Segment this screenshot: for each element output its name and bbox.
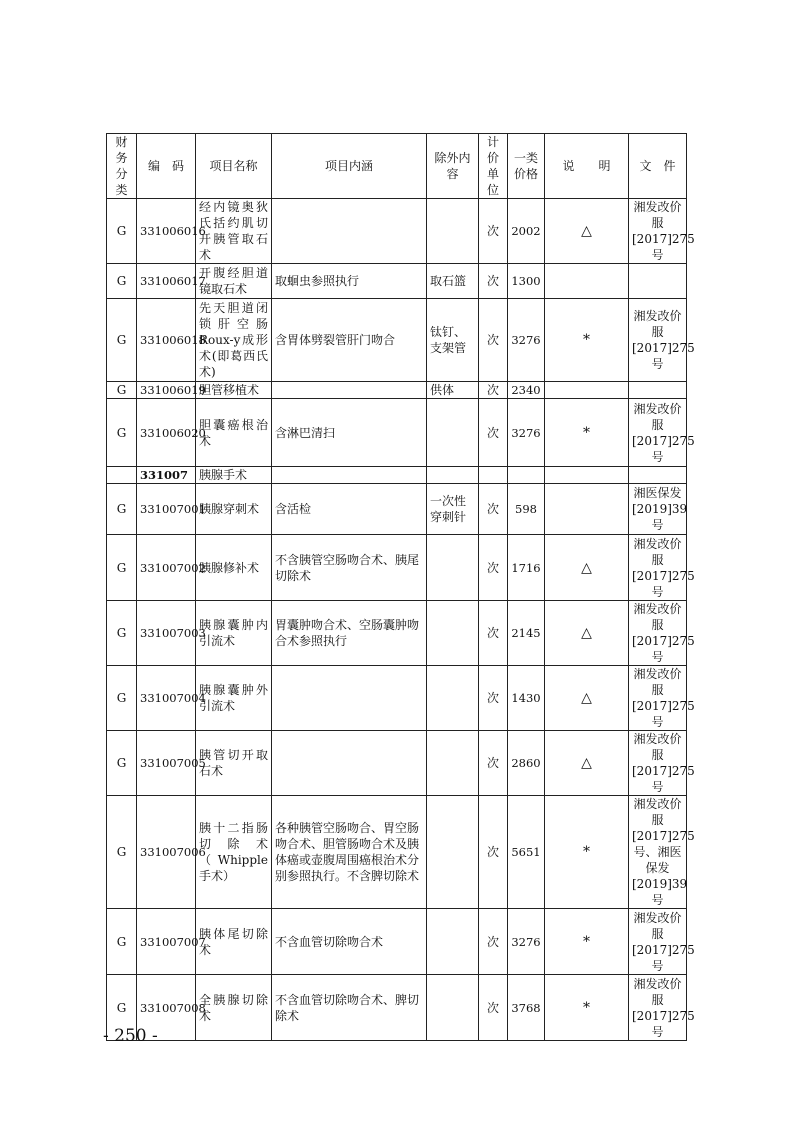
cell-doc: 湘发改价服[2017]275号	[629, 299, 687, 382]
cell-excluded: 一次性穿刺针	[427, 484, 479, 535]
cell-doc: 湘发改价服[2017]275号、湘医保发[2019]39号	[629, 796, 687, 909]
cell-doc: 湘医保发[2019]39号	[629, 484, 687, 535]
cell-unit: 次	[479, 601, 508, 666]
cell-content: 各种胰管空肠吻合、胃空肠吻合术、胆管肠吻合术及胰体癌或壶腹周围癌根治术分别参照执行。不含脾切除术	[272, 796, 427, 909]
cell-price: 3768	[508, 975, 545, 1041]
cell-excluded	[427, 535, 479, 601]
cell-excluded: 钛钉、支架管	[427, 299, 479, 382]
table-row	[107, 484, 687, 535]
cell-doc: 湘发改价服[2017]275号	[629, 666, 687, 731]
cell-doc: 湘发改价服[2017]275号	[629, 731, 687, 796]
cell-note	[545, 467, 629, 484]
cell-unit: 次	[479, 199, 508, 264]
cell-content: 不含血管切除吻合术、脾切除术	[272, 975, 427, 1041]
cell-price: 2002	[508, 199, 545, 264]
cell-code: 331006019	[137, 382, 196, 399]
header-doc: 文 件	[629, 134, 687, 199]
table-header-row	[107, 134, 687, 199]
cell-content	[272, 199, 427, 264]
cell-doc	[629, 264, 687, 299]
cell-name: 胆囊癌根治术	[196, 399, 272, 467]
cell-category: G	[107, 382, 137, 399]
cell-price: 2340	[508, 382, 545, 399]
header-price: 一类价格	[508, 134, 545, 199]
cell-name: 胰体尾切除术	[196, 909, 272, 975]
cell-category: G	[107, 666, 137, 731]
page-number: - 250 -	[103, 1026, 158, 1046]
cell-excluded	[427, 199, 479, 264]
cell-excluded	[427, 601, 479, 666]
cell-category: G	[107, 909, 137, 975]
cell-unit: 次	[479, 382, 508, 399]
cell-content	[272, 731, 427, 796]
cell-note: △	[545, 535, 629, 601]
table-row	[107, 299, 687, 382]
cell-note: *	[545, 299, 629, 382]
cell-name: 先天胆道闭锁肝空肠Roux-y成形术(即葛西氏术)	[196, 299, 272, 382]
cell-content	[272, 467, 427, 484]
cell-name: 开腹经胆道镜取石术	[196, 264, 272, 299]
cell-category: G	[107, 399, 137, 467]
cell-price: 3276	[508, 299, 545, 382]
cell-category: G	[107, 975, 137, 1041]
cell-code: 331007006	[137, 796, 196, 909]
header-content: 项目内涵	[272, 134, 427, 199]
cell-unit: 次	[479, 399, 508, 467]
cell-price: 2145	[508, 601, 545, 666]
cell-doc	[629, 467, 687, 484]
cell-note: △	[545, 666, 629, 731]
cell-price: 3276	[508, 909, 545, 975]
cell-category: G	[107, 731, 137, 796]
cell-note: *	[545, 796, 629, 909]
cell-code: 331007004	[137, 666, 196, 731]
header-unit: 计价单位	[479, 134, 508, 199]
cell-category: G	[107, 264, 137, 299]
cell-unit: 次	[479, 484, 508, 535]
cell-code: 331006017	[137, 264, 196, 299]
cell-section-name: 胰腺手术	[196, 467, 272, 484]
cell-note	[545, 382, 629, 399]
cell-content: 含淋巴清扫	[272, 399, 427, 467]
cell-doc: 湘发改价服[2017]275号	[629, 975, 687, 1041]
cell-unit: 次	[479, 299, 508, 382]
cell-code: 331007005	[137, 731, 196, 796]
cell-unit	[479, 467, 508, 484]
table-row	[107, 382, 687, 399]
cell-content	[272, 666, 427, 731]
cell-code: 331006018	[137, 299, 196, 382]
cell-name: 胰十二指肠切除术（Whipple手术）	[196, 796, 272, 909]
table-row	[107, 399, 687, 467]
cell-excluded	[427, 731, 479, 796]
header-note: 说 明	[545, 134, 629, 199]
cell-price	[508, 467, 545, 484]
table-row	[107, 909, 687, 975]
cell-doc: 湘发改价服[2017]275号	[629, 535, 687, 601]
cell-price: 2860	[508, 731, 545, 796]
cell-unit: 次	[479, 264, 508, 299]
cell-excluded	[427, 796, 479, 909]
cell-excluded	[427, 467, 479, 484]
header-category: 财务分类	[107, 134, 137, 199]
cell-price: 3276	[508, 399, 545, 467]
cell-price: 5651	[508, 796, 545, 909]
cell-category: G	[107, 796, 137, 909]
cell-code: 331006020	[137, 399, 196, 467]
cell-name: 胰腺修补术	[196, 535, 272, 601]
cell-price: 1300	[508, 264, 545, 299]
cell-content: 胃囊肿吻合术、空肠囊肿吻合术参照执行	[272, 601, 427, 666]
cell-note: △	[545, 601, 629, 666]
cell-name: 胰腺囊肿内引流术	[196, 601, 272, 666]
header-excluded: 除外内容	[427, 134, 479, 199]
cell-code: 331006016	[137, 199, 196, 264]
cell-content: 不含血管切除吻合术	[272, 909, 427, 975]
cell-note: *	[545, 975, 629, 1041]
cell-note: *	[545, 399, 629, 467]
cell-code: 331007001	[137, 484, 196, 535]
table-row	[107, 666, 687, 731]
cell-content	[272, 382, 427, 399]
cell-category: G	[107, 199, 137, 264]
fee-table	[106, 133, 695, 1041]
cell-excluded	[427, 666, 479, 731]
cell-excluded: 取石篮	[427, 264, 479, 299]
section-row	[107, 467, 687, 484]
cell-section-code: 331007	[137, 467, 196, 484]
cell-category: G	[107, 484, 137, 535]
cell-note	[545, 484, 629, 535]
cell-category	[107, 467, 137, 484]
table-row	[107, 975, 687, 1041]
cell-code: 331007002	[137, 535, 196, 601]
cell-excluded	[427, 909, 479, 975]
cell-excluded	[427, 975, 479, 1041]
cell-price: 1430	[508, 666, 545, 731]
cell-unit: 次	[479, 666, 508, 731]
cell-unit: 次	[479, 535, 508, 601]
cell-doc	[629, 382, 687, 399]
table-row	[107, 199, 687, 264]
table-row	[107, 796, 687, 909]
cell-excluded	[427, 399, 479, 467]
cell-name: 胰腺穿刺术	[196, 484, 272, 535]
cell-unit: 次	[479, 731, 508, 796]
cell-name: 胰腺囊肿外引流术	[196, 666, 272, 731]
cell-price: 598	[508, 484, 545, 535]
cell-unit: 次	[479, 975, 508, 1041]
cell-note: △	[545, 199, 629, 264]
cell-name: 胆管移植术	[196, 382, 272, 399]
table-row	[107, 601, 687, 666]
cell-price: 1716	[508, 535, 545, 601]
table-row	[107, 264, 687, 299]
cell-category: G	[107, 535, 137, 601]
cell-unit: 次	[479, 796, 508, 909]
cell-doc: 湘发改价服[2017]275号	[629, 601, 687, 666]
cell-doc: 湘发改价服[2017]275号	[629, 909, 687, 975]
cell-content: 取蛔虫参照执行	[272, 264, 427, 299]
cell-name: 全胰腺切除术	[196, 975, 272, 1041]
cell-name: 经内镜奥狄氏括约肌切开胰管取石术	[196, 199, 272, 264]
cell-doc: 湘发改价服[2017]275号	[629, 399, 687, 467]
cell-note: △	[545, 731, 629, 796]
header-code: 编 码	[137, 134, 196, 199]
cell-name: 胰管切开取石术	[196, 731, 272, 796]
table-row	[107, 535, 687, 601]
table-row	[107, 731, 687, 796]
cell-code: 331007007	[137, 909, 196, 975]
header-name: 项目名称	[196, 134, 272, 199]
cell-content: 含胃体劈裂管肝门吻合	[272, 299, 427, 382]
cell-category: G	[107, 299, 137, 382]
cell-excluded: 供体	[427, 382, 479, 399]
cell-code: 331007008	[137, 975, 196, 1041]
cell-code: 331007003	[137, 601, 196, 666]
cell-doc: 湘发改价服[2017]275号	[629, 199, 687, 264]
cell-unit: 次	[479, 909, 508, 975]
cell-category: G	[107, 601, 137, 666]
cell-note	[545, 264, 629, 299]
cell-content: 不含胰管空肠吻合术、胰尾切除术	[272, 535, 427, 601]
cell-content: 含活检	[272, 484, 427, 535]
cell-note: *	[545, 909, 629, 975]
